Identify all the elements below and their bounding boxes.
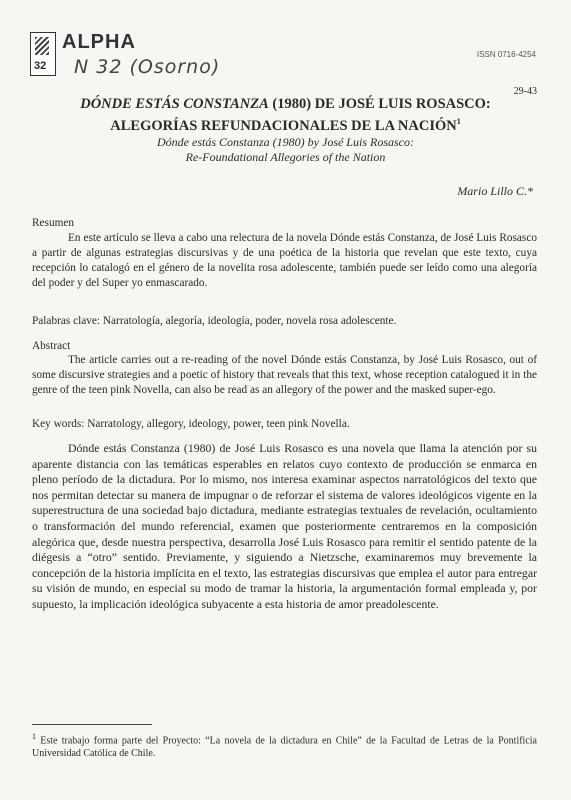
- author: Mario Lillo C.*: [457, 184, 533, 198]
- footnote-rule: [32, 724, 152, 725]
- abstract-heading: Abstract: [32, 340, 71, 352]
- subtitle-line1: Dónde estás Constanza (1980) by José Luis Rosasco:: [157, 135, 414, 149]
- footnote: [32, 731, 537, 760]
- footnote-mark: 1: [32, 732, 36, 741]
- logo-mark-icon: [35, 37, 49, 55]
- logo-number: 32: [34, 60, 47, 72]
- title-line2: ALEGORÍAS REFUNDACIONALES DE LA NACIÓN: [110, 117, 457, 134]
- article-title-line2: [30, 113, 541, 135]
- key-words: Key words: Narratology, allegory, ideology, power, teen pink Novella.: [32, 418, 350, 430]
- article-title-line1: [30, 96, 541, 113]
- subtitle-line2: Re-Foundational Allegories of the Nation: [185, 150, 386, 164]
- palabras-clave: Palabras clave: Narratología, alegoría, ideología, poder, novela rosa adolescente.: [32, 315, 397, 327]
- title-rest: (1980) DE JOSÉ LUIS ROSASCO:: [268, 96, 491, 112]
- title-italic: DÓNDE ESTÁS CONSTANZA: [80, 96, 269, 112]
- page-range: 29-43: [513, 86, 537, 97]
- resumen-heading: Resumen: [32, 217, 75, 229]
- journal-name: ALPHA: [62, 31, 136, 53]
- footnote-text: Este trabajo forma parte del Proyecto: “La novela de la dictadura en Chile” de la Facultad de Letras de la Pontificia Universidad Católica de Chile.: [32, 735, 537, 759]
- title-footnote-mark: 1: [456, 117, 461, 126]
- issn: ISSN 0716-4254: [476, 50, 536, 59]
- abstract-text: The article carries out a re-reading of the novel Dónde estás Constanza, by José Luis Rosasco, out of some discursive strategies and a poetic of history that reveals that this text, whose reception catalogued it in the genre of the teen pink Novella, can also be read as an allegory of the power and the masked super-ego.: [32, 354, 537, 396]
- journal-logo: [30, 32, 56, 76]
- handwritten-note: N 32 (Osorno): [74, 56, 221, 78]
- resumen-text: En este artículo se lleva a cabo una relectura de la novela Dónde estás Constanza, de José Luis Rosasco a partir de algunas estrategias discursivas y de una poética de la historia que revelan que este texto, cuya recepción lo catalogó en el género de la novelita rosa adolescente, también puede ser leído como una alegoría del poder y del Super yo enmascarado.: [32, 232, 537, 289]
- body-paragraph: Dónde estás Constanza (1980) de José Luis Rosasco es una novela que llama la atención por su aparente distancia con las temáticas esperables en relatos cuyo contexto de producción se enmarca en pleno período de la dictadura. Por lo mismo, nos interesa examinar aspectos narratológicos del texto que nos permitan detectar su manera de impugnar o de reforzar el sistema de valores ideológicos vigente en la superestructura de una sociedad bajo dictadura, mediante estrategias textuales de revelación, ocultamiento o transformación del mundo referencial, examen que posteriormente centraremos en la composición alegórica que, desde nuestra perspectiva, desarrolla José Luis Rosasco para remitir el sentido patente de la diégesis a “otro” sentido. Previamente, y siguiendo a Nietzsche, examinaremos muy brevemente la concepción de la historia implícita en el texto, las estrategias discursivas que emplea el autor para entregar su visión de mundo, en especial su modo de tramar la historia, la argumentación formal empleada y, por supuesto, la implicación ideológica subyacente a esta historia de amor preadolescente.: [32, 441, 537, 611]
